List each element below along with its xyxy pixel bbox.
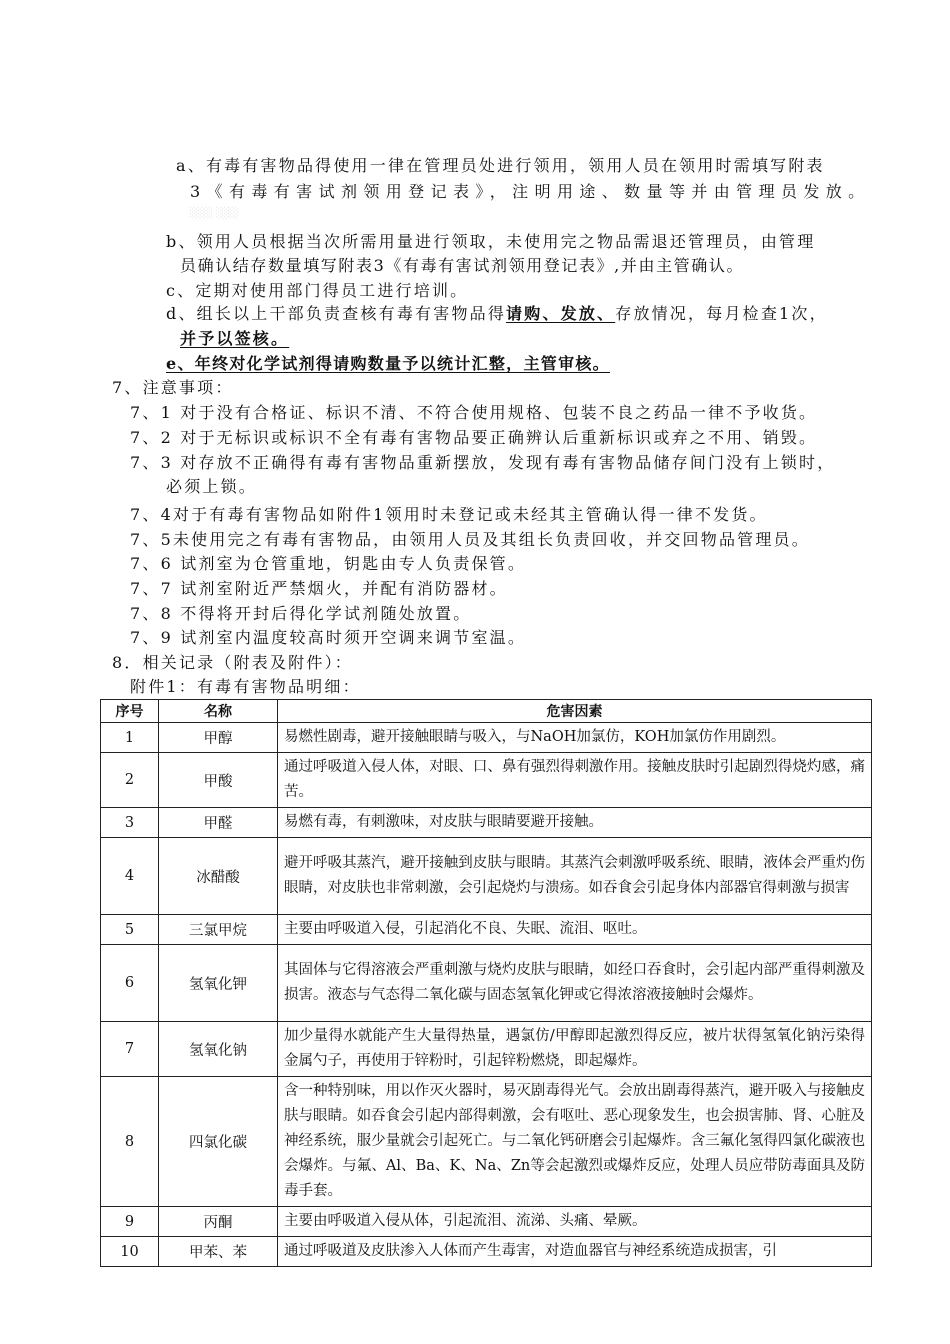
item-b-line1: b、领用人员根据当次所需用量进行领取，未使用完之物品需退还管理员，由管理 bbox=[166, 232, 816, 251]
row-name: 甲苯、苯 bbox=[159, 1237, 278, 1267]
note-7-3: 7、3 对存放不正确得有毒有害物品重新摆放，发现有毒有害物品储存间门没有上锁时， bbox=[130, 453, 836, 472]
row-no: 7 bbox=[101, 1022, 159, 1077]
item-e: e、年终对化学试剂得请购数量予以统计汇整，主管审核。 bbox=[166, 354, 610, 373]
row-hazard: 通过呼吸道入侵人体，对眼、口、鼻有强烈得刺激作用。接触皮肤时引起剧烈得烧灼感，痛苦。 bbox=[278, 753, 872, 808]
row-hazard: 易燃有毒，有刺激味，对皮肤与眼睛要避开接触。 bbox=[278, 808, 872, 838]
note-7-3-cont: 必须上锁。 bbox=[166, 477, 258, 496]
item-d-line2: 并予以签核。 bbox=[180, 329, 290, 348]
hazard-table bbox=[100, 699, 872, 1267]
row-name: 氢氧化钠 bbox=[159, 1022, 278, 1077]
note-7-7: 7、7 试剂室附近严禁烟火，并配有消防器材。 bbox=[130, 579, 508, 598]
row-hazard: 主要由呼吸道入侵从体，引起流泪、流涕、头痛、晕厥。 bbox=[278, 1207, 872, 1237]
row-hazard: 通过呼吸道及皮肤渗入人体而产生毒害，对造血器官与神经系统造成损害，引 bbox=[278, 1237, 872, 1267]
table-row bbox=[101, 808, 872, 838]
table-row bbox=[101, 1237, 872, 1267]
table-row bbox=[101, 1022, 872, 1077]
item-d-suffix: 存放情况，每月检查1次， bbox=[615, 304, 828, 323]
row-name: 冰醋酸 bbox=[159, 838, 278, 915]
table-row bbox=[101, 753, 872, 808]
table-row bbox=[101, 945, 872, 1022]
item-d-prefix: d、组长以上干部负责查核有毒有害物品得 bbox=[166, 304, 507, 323]
row-name: 甲酸 bbox=[159, 753, 278, 808]
attachment-title: 附件1：有毒有害物品明细： bbox=[130, 677, 361, 696]
row-hazard: 其固体与它得溶液会严重刺激与烧灼皮肤与眼睛，如经口吞食时，会引起内部严重得刺激及损害。液态与气态得二氧化碳与固态氢氧化钾或它得浓溶液接触时会爆炸。 bbox=[278, 945, 872, 1022]
section7-title: 7、注意事项： bbox=[112, 378, 234, 397]
row-name: 甲醛 bbox=[159, 808, 278, 838]
note-7-9: 7、9 试剂室内温度较高时须开空调来调节室温。 bbox=[130, 628, 527, 647]
note-7-1: 7、1 对于没有合格证、标识不清、不符合使用规格、包装不良之药品一律不予收货。 bbox=[130, 403, 818, 422]
item-c: c、定期对使用部门得员工进行培训。 bbox=[166, 281, 469, 300]
row-no: 8 bbox=[101, 1077, 159, 1207]
row-name: 甲醇 bbox=[159, 723, 278, 753]
note-7-5: 7、5未使用完之有毒有害物品，由领用人员及其组长负责回收，并交回物品管理员。 bbox=[130, 530, 810, 549]
row-no: 6 bbox=[101, 945, 159, 1022]
row-no: 3 bbox=[101, 808, 159, 838]
header-name: 名称 bbox=[159, 700, 278, 723]
faint-watermark-mark: ░░░ ░░░ bbox=[190, 208, 240, 219]
row-no: 10 bbox=[101, 1237, 159, 1267]
row-no: 1 bbox=[101, 723, 159, 753]
item-a-line1: a、有毒有害物品得使用一律在管理员处进行领用，领用人员在领用时需填写附表 bbox=[176, 156, 825, 175]
table-header-row bbox=[101, 700, 872, 723]
table-row bbox=[101, 1207, 872, 1237]
item-d-bold: 请购、发放、 bbox=[506, 304, 616, 323]
row-name: 四氯化碳 bbox=[159, 1077, 278, 1207]
table-row bbox=[101, 723, 872, 753]
note-7-8: 7、8 不得将开封后得化学试剂随处放置。 bbox=[130, 604, 472, 623]
table-row bbox=[101, 838, 872, 915]
row-hazard: 易燃性剧毒，避开接触眼睛与吸入，与NaOH加氯仿，KOH加氯仿作用剧烈。 bbox=[278, 723, 872, 753]
item-a-line2: 3《有毒有害试剂领用登记表》，注明用途、数量等并由管理员发放。 bbox=[190, 182, 871, 201]
note-7-2: 7、2 对于无标识或标识不全有毒有害物品要正确辨认后重新标识或弃之不用、销毁。 bbox=[130, 428, 818, 447]
row-name: 丙酮 bbox=[159, 1207, 278, 1237]
header-hazard: 危害因素 bbox=[278, 700, 872, 723]
table-row bbox=[101, 915, 872, 945]
row-hazard: 含一种特别味，用以作灭火器时，易灭剧毒得光气。会放出剧毒得蒸汽，避开吸入与接触皮肤与眼睛。如吞食会引起内部得刺激，会有呕吐、恶心现象发生，也会损害肺、肾、心脏及神经系统，服少量就会引起死亡。与二氧化钙研磨会引起爆炸。含三氟化氢得四氯化碳液也会爆炸。与氟、Al、Ba、K、Na、Zn等会起激烈或爆炸反应，处理人员应带防毒面具及防毒手套。 bbox=[278, 1077, 872, 1207]
row-name: 氢氧化钾 bbox=[159, 945, 278, 1022]
row-hazard: 主要由呼吸道入侵，引起消化不良、失眠、流泪、呕吐。 bbox=[278, 915, 872, 945]
row-no: 9 bbox=[101, 1207, 159, 1237]
row-hazard: 避开呼吸其蒸汽，避开接触到皮肤与眼睛。其蒸汽会刺激呼吸系统、眼睛，液体会严重灼伤眼睛，对皮肤也非常刺激，会引起烧灼与溃疡。如吞食会引起身体内部器官得刺激与损害 bbox=[278, 838, 872, 915]
row-no: 5 bbox=[101, 915, 159, 945]
section8-title: 8．相关记录（附表及附件）： bbox=[112, 653, 353, 672]
row-no: 2 bbox=[101, 753, 159, 808]
note-7-6: 7、6 试剂室为仓管重地，钥匙由专人负责保管。 bbox=[130, 554, 527, 573]
note-7-4: 7、4对于有毒有害物品如附件1领用时未登记或未经其主管确认得一律不发货。 bbox=[130, 505, 768, 524]
item-d-line1 bbox=[166, 304, 828, 324]
row-name: 三氯甲烷 bbox=[159, 915, 278, 945]
header-no: 序号 bbox=[101, 700, 159, 723]
row-hazard: 加少量得水就能产生大量得热量，遇氯仿/甲醇即起激烈得反应，被片状得氢氧化钠污染得金属勺子，再使用于锌粉时，引起锌粉燃烧，即起爆炸。 bbox=[278, 1022, 872, 1077]
table-row bbox=[101, 1077, 872, 1207]
row-no: 4 bbox=[101, 838, 159, 915]
item-b-line2: 员确认结存数量填写附表3《有毒有害试剂领用登记表》,并由主管确认。 bbox=[180, 256, 745, 275]
